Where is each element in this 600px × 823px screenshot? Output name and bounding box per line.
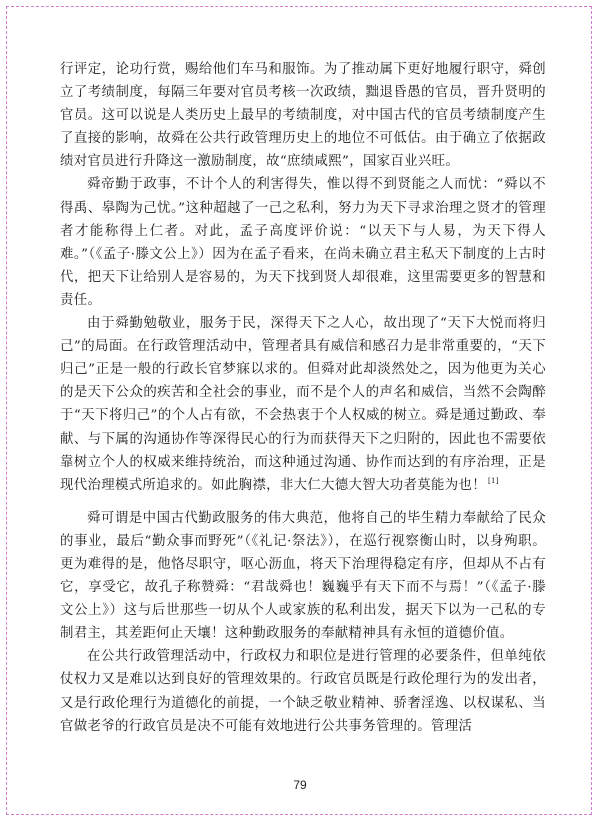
paragraph-5 xyxy=(60,645,546,737)
paragraph-2-text: 舜帝勤于政事，不计个人的利害得失，惟以得不到贤能之人而忧：“舜以不得禹、皋陶为己忧。”这种超越了一己之私利，努力为天下寻求治理之贤才的管理者才能称得上仁者。对此，孟子高度评价说：“以天下与人易，为天下得人难。”（《孟子·滕文公上》）因为在孟子看来，在尚未确立君主私天下制度的上古时代，把天下让给别人是容易的，为天下找到贤人却很难，这里需要更多的智慧和责任。 xyxy=(60,177,546,308)
paragraph-3 xyxy=(60,312,546,497)
paragraph-1 xyxy=(60,58,546,173)
paragraph-5-text: 在公共行政管理活动中，行政权力和职位是进行管理的必要条件，但单纯依仗权力又是难以达到良好的管理效果的。行政官员既是行政伦理行为的发出者，又是行政伦理行为道德化的前提，一个缺乏敬业精神、骄奢淫逸、以权谋私、当官做老爷的行政官员是决不可能有效地进行公共事务管理的。管理活 xyxy=(60,649,546,734)
paragraph-4 xyxy=(60,507,546,646)
paragraph-4-text: 舜可谓是中国古代勤政服务的伟大典范，他将自己的毕生精力奉献给了民众的事业，最后“勤众事而野死”（《礼记·祭法》），在巡行视察衡山时，以身殉职。更为难得的是，他恪尽职守，呕心沥血，将天下治理得稳定有序，但却从不占有它，享受它，故孔子称赞舜：“君哉舜也！巍巍乎有天下而不与焉！”（《孟子·滕文公上》）这与后世那些一切从个人或家族的私利出发，据天下以为一己私的专制君主，其差距何止天壤！这种勤政服务的奉献精神具有永恒的道德价值。 xyxy=(60,510,546,642)
footnote-reference[interactable]: [1] xyxy=(487,477,499,486)
paragraph-2 xyxy=(60,173,546,312)
paragraph-3-text: 由于舜勤勉敬业，服务于民，深得天下之人心，故出现了“天下大悦而将归己”的局面。在行政管理活动中，管理者具有威信和感召力是非常重要的，“天下归己”正是一般的行政长官梦寐以求的。但舜对此却淡然处之，因为他更为关心的是天下公众的疾苦和全社会的事业，而不是个人的声名和威信，当然不会陶醉于“天下将归己”的个人占有欲，不会热衷于个人权威的树立。舜是通过勤政、奉献、与下属的沟通协作等深得民心的行为而获得天下之归附的，因此也不需要依靠树立个人的权威来维持统治，而这种通过沟通、协作而达到的有序治理，正是现代治理模式所追求的。如此胸襟，非大仁大德大智大功者莫能为也！ xyxy=(60,316,546,493)
page-number: 79 xyxy=(293,778,307,792)
paragraph-1-text: 行评定，论功行赏，赐给他们车马和服饰。为了推动属下更好地履行职守，舜创立了考绩制度，每隔三年要对官员考核一次政绩，黜退昏愚的官员，晋升贤明的官员。这可以说是人类历史上最早的考绩制度，对中国古代的官员考绩制度产生了直接的影响，故舜在公共行政管理历史上的地位不可低估。由于确立了依据政绩对官员进行升降这一激励制度，故“庶绩咸熙”，国家百业兴旺。 xyxy=(60,62,546,170)
text-body xyxy=(60,58,546,738)
paragraph-gap xyxy=(60,497,546,507)
